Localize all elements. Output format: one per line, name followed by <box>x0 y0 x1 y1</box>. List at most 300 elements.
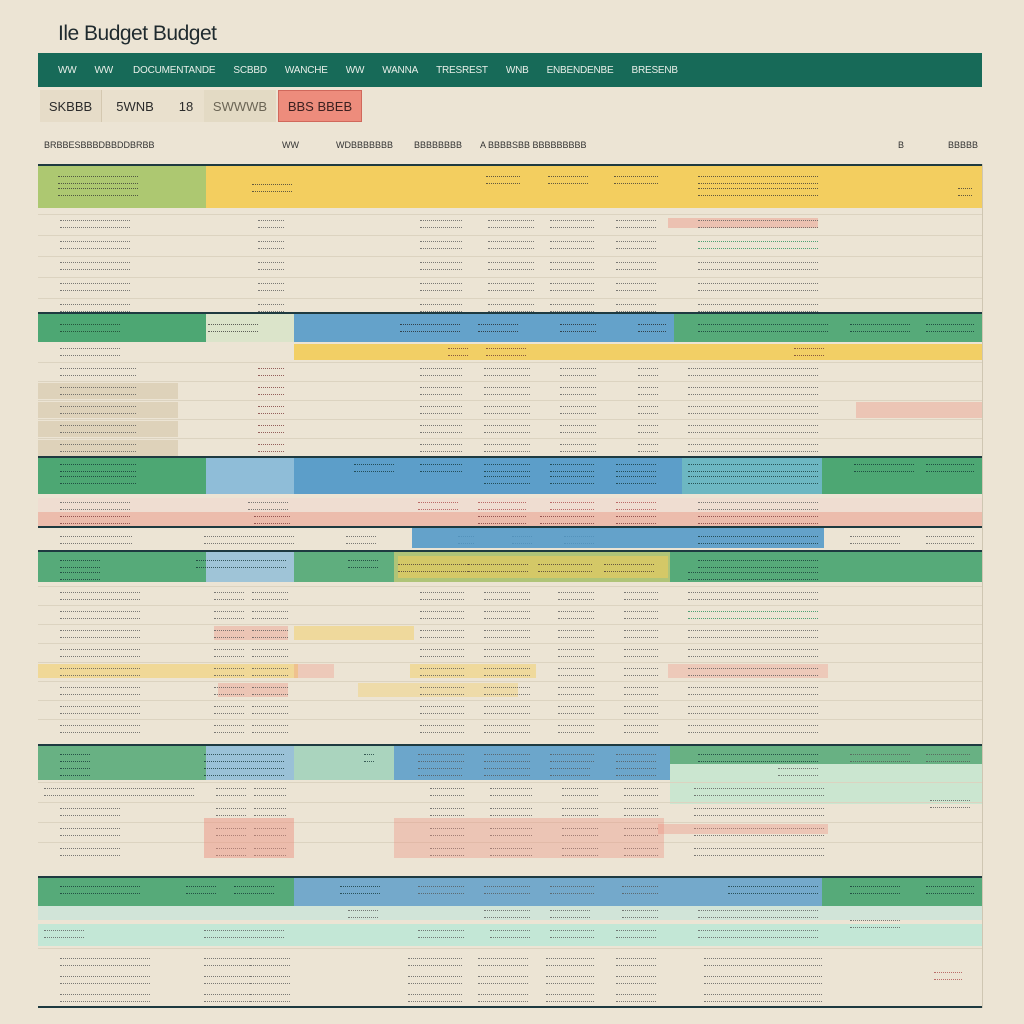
cell-text <box>488 304 534 312</box>
cell-text <box>204 976 250 984</box>
cell-text <box>550 910 590 918</box>
cell-text <box>60 241 130 249</box>
cell-text <box>850 754 910 762</box>
column-header[interactable]: A BBBBSBB BBBBBBBBB <box>480 140 587 150</box>
cell-text <box>258 387 284 395</box>
cell-text <box>550 220 594 228</box>
column-header[interactable]: BRBBESBBBDBBDDBRBB <box>44 140 155 150</box>
cell-text <box>778 768 818 776</box>
cell-text <box>688 464 818 472</box>
row-divider <box>38 400 982 401</box>
cell-text <box>60 536 132 544</box>
cell-text <box>638 406 658 414</box>
cell-text <box>926 754 970 762</box>
cell-text <box>926 324 974 332</box>
section-rule <box>38 1006 982 1008</box>
cell-text <box>550 464 594 472</box>
cell-text <box>688 592 818 600</box>
cell-text <box>794 348 824 356</box>
column-header[interactable]: B <box>898 140 905 150</box>
cell-text <box>420 630 464 638</box>
cell-text <box>348 560 378 568</box>
cell-text <box>622 886 658 894</box>
section-header <box>294 552 394 582</box>
section-header <box>206 458 294 494</box>
cell-text <box>638 387 658 395</box>
cell-text <box>850 324 910 332</box>
cell-text <box>60 706 140 714</box>
cell-text <box>420 283 462 291</box>
cell-text <box>484 444 530 452</box>
cell-text <box>250 976 290 984</box>
cell-text <box>214 649 244 657</box>
row-highlight <box>294 344 982 360</box>
cell-text <box>234 886 274 894</box>
cell-text <box>204 754 284 762</box>
cell-text <box>60 994 150 1002</box>
cell-text <box>616 220 656 228</box>
cell-text <box>254 788 286 796</box>
menu-item[interactable]: BRESENB <box>631 64 678 76</box>
cell-text <box>484 611 530 619</box>
cell-text <box>694 848 824 856</box>
row-divider <box>38 948 982 949</box>
cell-text <box>688 368 818 376</box>
cell-text <box>60 368 136 376</box>
cell-text <box>698 176 818 184</box>
cell-text <box>616 768 656 776</box>
cell-text <box>624 630 658 638</box>
row-divider <box>38 681 982 682</box>
cell-text <box>688 611 818 619</box>
cell-text <box>638 444 658 452</box>
cell-text <box>624 687 658 695</box>
cell-text <box>484 725 530 733</box>
cell-text <box>926 886 974 894</box>
cell-text <box>616 976 656 984</box>
cell-text <box>420 220 462 228</box>
cell-text <box>254 808 286 816</box>
cell-text <box>252 668 288 676</box>
cell-text <box>216 788 246 796</box>
cell-text <box>420 425 462 433</box>
cell-text <box>488 241 534 249</box>
cell-text <box>478 994 528 1002</box>
cell-text <box>490 788 532 796</box>
cell-text <box>420 262 462 270</box>
cell-text <box>214 687 244 695</box>
cell-text <box>490 808 532 816</box>
cell-text <box>698 241 818 249</box>
cell-text <box>560 324 596 332</box>
cell-text <box>560 406 596 414</box>
cell-text <box>546 994 594 1002</box>
cell-text <box>550 476 594 484</box>
cell-text <box>616 516 656 524</box>
cell-text <box>258 283 284 291</box>
cell-text <box>420 687 464 695</box>
cell-text <box>688 668 818 676</box>
cell-text <box>616 283 656 291</box>
cell-text <box>60 220 130 228</box>
row-divider <box>38 662 982 663</box>
column-header[interactable]: BBBBBBBB <box>414 140 463 150</box>
cell-text <box>214 725 244 733</box>
cell-text <box>550 283 594 291</box>
row-divider <box>38 277 982 278</box>
cell-text <box>408 976 462 984</box>
cell-text <box>698 536 818 544</box>
cell-text <box>934 972 962 980</box>
cell-text <box>484 406 530 414</box>
cell-text <box>688 630 818 638</box>
cell-text <box>60 828 120 836</box>
cell-text <box>58 188 138 196</box>
cell-text <box>484 910 530 918</box>
row-divider <box>38 419 982 420</box>
cell-text <box>546 958 594 966</box>
cell-text <box>60 304 130 312</box>
cell-text <box>484 886 530 894</box>
cell-text <box>60 958 150 966</box>
cell-text <box>420 649 464 657</box>
cell-text <box>420 444 462 452</box>
cell-text <box>60 406 136 414</box>
menu-item[interactable]: SCBBD <box>233 64 267 76</box>
cell-text <box>468 564 528 572</box>
menu-item[interactable]: WANCHE <box>284 64 328 76</box>
cell-text <box>550 304 594 312</box>
section-header <box>294 746 394 780</box>
cell-text <box>258 220 284 228</box>
cell-text <box>258 444 284 452</box>
cell-text <box>926 464 974 472</box>
cell-text <box>560 368 596 376</box>
cell-text <box>558 649 594 657</box>
cell-text <box>688 649 818 657</box>
cell-text <box>420 706 464 714</box>
cell-text <box>216 808 246 816</box>
menu-item[interactable]: DOCUMENTANDE <box>132 64 216 76</box>
cell-text <box>204 536 294 544</box>
row-divider <box>38 362 982 363</box>
app-title: Ile Budget Budget <box>58 22 217 45</box>
cell-text <box>204 994 250 1002</box>
cell-text <box>60 592 140 600</box>
cell-text <box>420 241 462 249</box>
column-header[interactable]: WW <box>282 140 299 150</box>
cell-text <box>420 368 462 376</box>
menu-item[interactable]: WW <box>94 64 113 76</box>
cell-text <box>698 516 818 524</box>
row-highlight <box>294 664 334 678</box>
cell-text <box>254 516 290 524</box>
cell-text <box>408 994 462 1002</box>
cell-text <box>214 706 244 714</box>
cell-text <box>698 262 818 270</box>
cell-text <box>204 958 250 966</box>
cell-text <box>558 630 594 638</box>
cell-text <box>550 768 590 776</box>
cell-text <box>558 706 594 714</box>
column-headers <box>40 140 984 156</box>
cell-text <box>484 630 530 638</box>
toolbar <box>40 90 362 122</box>
cell-text <box>60 848 120 856</box>
cell-text <box>560 387 596 395</box>
cell-text <box>688 387 818 395</box>
cell-text <box>558 592 594 600</box>
budget-table <box>38 164 983 1008</box>
cell-text <box>420 611 464 619</box>
row-highlight <box>294 626 414 640</box>
cell-text <box>850 536 900 544</box>
cell-text <box>420 592 464 600</box>
cell-text <box>604 564 654 572</box>
cell-text <box>688 425 818 433</box>
menu-item[interactable]: WANNA <box>382 64 419 76</box>
cell-text <box>624 611 658 619</box>
cell-text <box>562 808 598 816</box>
cell-text <box>60 425 136 433</box>
cell-text <box>44 930 84 938</box>
cell-text <box>430 808 464 816</box>
menu-item[interactable]: TRESREST <box>436 64 488 76</box>
cell-text <box>60 768 90 776</box>
cell-text <box>400 324 460 332</box>
cell-text <box>418 886 464 894</box>
cell-text <box>558 687 594 695</box>
cell-text <box>408 958 462 966</box>
cell-text <box>248 502 288 510</box>
cell-text <box>704 958 822 966</box>
cell-text <box>418 754 464 762</box>
cell-text <box>420 387 462 395</box>
cell-text <box>484 425 530 433</box>
cell-text <box>926 536 974 544</box>
cell-text <box>448 348 468 356</box>
cell-text <box>484 649 530 657</box>
cell-text <box>398 564 468 572</box>
cell-text <box>694 808 824 816</box>
cell-text <box>418 930 464 938</box>
section-header <box>206 166 982 208</box>
cell-text <box>354 464 394 472</box>
cell-text <box>484 387 530 395</box>
cell-text <box>204 930 284 938</box>
section-header <box>38 166 206 208</box>
cell-text <box>60 754 90 762</box>
row-divider <box>38 719 982 720</box>
cell-text <box>484 592 530 600</box>
row-divider <box>38 802 982 803</box>
cell-text <box>478 324 518 332</box>
cell-text <box>698 560 818 568</box>
row-divider <box>38 643 982 644</box>
cell-text <box>346 536 376 544</box>
cell-text <box>208 324 258 332</box>
toolbar-button-active[interactable]: BBS BBEB <box>278 90 362 122</box>
cell-text <box>214 630 244 638</box>
cell-text <box>484 687 530 695</box>
cell-text <box>958 188 972 196</box>
cell-text <box>624 725 658 733</box>
cell-text <box>624 649 658 657</box>
cell-text <box>688 476 818 484</box>
cell-text <box>624 706 658 714</box>
menu-item[interactable]: WW <box>58 64 77 76</box>
cell-text <box>550 262 594 270</box>
cell-text <box>698 188 818 196</box>
column-header[interactable]: BBBBB <box>948 140 979 150</box>
cell-text <box>252 630 288 638</box>
cell-text <box>60 668 140 676</box>
cell-text <box>478 958 528 966</box>
cell-text <box>616 994 656 1002</box>
cell-text <box>616 241 656 249</box>
cell-text <box>484 768 530 776</box>
cell-text <box>488 262 534 270</box>
cell-text <box>484 368 530 376</box>
cell-text <box>214 611 244 619</box>
cell-text <box>558 725 594 733</box>
cell-text <box>548 176 588 184</box>
cell-text <box>694 788 824 796</box>
cell-text <box>418 768 462 776</box>
row-divider <box>38 235 982 236</box>
cell-text <box>252 611 288 619</box>
cell-text <box>252 592 288 600</box>
cell-text <box>484 668 530 676</box>
cell-text <box>60 476 136 484</box>
toolbar-button[interactable]: SKBBB <box>40 90 102 122</box>
cell-text <box>348 910 378 918</box>
menu-item[interactable]: ENBENDENBE <box>546 64 614 76</box>
cell-text <box>418 502 458 510</box>
cell-text <box>546 976 594 984</box>
cell-text <box>478 502 526 510</box>
column-header[interactable]: WDBBBBBBB <box>336 140 394 150</box>
cell-text <box>60 886 140 894</box>
toolbar-button[interactable]: SWWWB <box>204 90 276 122</box>
row-divider <box>38 700 982 701</box>
cell-text <box>258 304 284 312</box>
cell-text <box>60 516 130 524</box>
menu-item[interactable]: WNB <box>505 64 529 76</box>
cell-text <box>252 687 288 695</box>
row-divider <box>38 586 982 587</box>
cell-text <box>850 886 900 894</box>
cell-text <box>60 560 100 568</box>
cell-text <box>420 464 462 472</box>
cell-text <box>58 176 138 184</box>
cell-text <box>60 630 140 638</box>
cell-text <box>616 262 656 270</box>
cell-text <box>488 283 534 291</box>
cell-text <box>186 886 216 894</box>
cell-text <box>638 324 666 332</box>
row-divider <box>38 782 982 783</box>
cell-text <box>550 241 594 249</box>
cell-text <box>60 976 150 984</box>
row-highlight <box>658 824 828 834</box>
cell-text <box>698 304 818 312</box>
cell-text <box>624 592 658 600</box>
cell-text <box>616 304 656 312</box>
cell-text <box>250 994 290 1002</box>
cell-text <box>638 425 658 433</box>
cell-text <box>484 464 530 472</box>
cell-text <box>60 502 130 510</box>
cell-text <box>688 706 818 714</box>
cell-text <box>560 425 596 433</box>
cell-text <box>430 788 464 796</box>
row-divider <box>38 605 982 606</box>
cell-text <box>540 516 594 524</box>
cell-text <box>616 958 656 966</box>
cell-text <box>560 444 596 452</box>
cell-text <box>550 886 594 894</box>
toolbar-button[interactable]: 18 <box>168 90 204 122</box>
cell-text <box>624 788 658 796</box>
cell-text <box>854 464 914 472</box>
cell-text <box>60 283 130 291</box>
cell-text <box>698 930 818 938</box>
cell-text <box>484 754 530 762</box>
cell-text <box>258 425 284 433</box>
row-highlight <box>204 818 294 858</box>
cell-text <box>44 788 194 796</box>
cell-text <box>60 262 130 270</box>
cell-text <box>60 444 136 452</box>
cell-text <box>258 262 284 270</box>
row-divider <box>38 624 982 625</box>
row-highlight <box>394 818 664 858</box>
cell-text <box>624 668 658 676</box>
cell-text <box>638 368 658 376</box>
cell-text <box>558 611 594 619</box>
toolbar-button[interactable]: 5WNB <box>102 90 168 122</box>
cell-text <box>214 668 244 676</box>
cell-text <box>60 808 120 816</box>
cell-text <box>420 406 462 414</box>
cell-text <box>196 560 286 568</box>
cell-text <box>698 324 828 332</box>
cell-text <box>484 476 530 484</box>
cell-text <box>698 910 818 918</box>
cell-text <box>214 592 244 600</box>
cell-text <box>616 464 656 472</box>
cell-text <box>340 886 380 894</box>
cell-text <box>688 687 818 695</box>
row-divider <box>38 381 982 382</box>
row-highlight <box>856 402 982 418</box>
cell-text <box>258 241 284 249</box>
menu-item[interactable]: WW <box>345 64 365 76</box>
cell-text <box>478 516 526 524</box>
cell-text <box>486 176 520 184</box>
cell-text <box>688 725 818 733</box>
cell-text <box>698 502 818 510</box>
cell-text <box>688 444 818 452</box>
cell-text <box>478 976 528 984</box>
cell-text <box>488 220 534 228</box>
cell-text <box>60 725 140 733</box>
cell-text <box>486 348 526 356</box>
cell-text <box>624 808 658 816</box>
cell-text <box>204 768 284 776</box>
cell-text <box>704 994 822 1002</box>
